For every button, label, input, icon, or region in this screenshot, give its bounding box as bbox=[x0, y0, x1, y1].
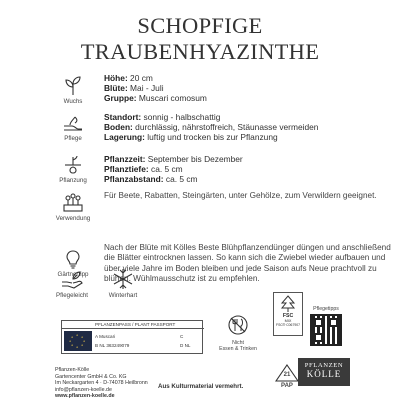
not-edible-icon bbox=[227, 314, 249, 336]
hand-leaf-icon bbox=[60, 268, 84, 290]
company-info bbox=[55, 367, 148, 400]
recycling-number: 21 bbox=[283, 372, 291, 378]
eu-flag-icon: ★ ★ ★ ★ ★ ★ ★ ★ bbox=[64, 331, 92, 351]
growth-label: Wuchs bbox=[63, 98, 83, 105]
qr-label: Pflegetipps bbox=[313, 306, 339, 312]
fsc-tree-icon bbox=[279, 295, 297, 313]
passport-d-label: D NL bbox=[180, 343, 191, 348]
qr-code[interactable] bbox=[310, 314, 342, 346]
product-title-line1: SCHOPFIGE bbox=[137, 13, 263, 38]
care-info: Standort: sonnig - halbschattig Boden: durchlässig, nährstoffreich, Stäunasse vermeiden Lagerung: luftig und trocken bis zur Pflanzung bbox=[104, 112, 319, 143]
watering-can-icon bbox=[62, 113, 84, 133]
passport-a-line: A Muscari bbox=[95, 334, 116, 339]
plant-passport-header: PFLANZENPASS / PLANT PASSPORT bbox=[62, 321, 204, 329]
recycling-label: PAP bbox=[281, 383, 293, 389]
tip-label: Gärtnertipp bbox=[57, 271, 89, 278]
passport-c-label: C bbox=[180, 334, 184, 339]
hardy-badge bbox=[103, 268, 143, 299]
growth-section-icon bbox=[53, 74, 93, 105]
usage-text: Für Beete, Rabatten, Steingärten, unter Gehölze, zum Verwildern geeignet. bbox=[104, 191, 377, 200]
plant-passport bbox=[61, 320, 203, 354]
brand-logo: PFLANZEN KÖLLE bbox=[298, 358, 350, 386]
bulb-planting-icon bbox=[63, 155, 83, 175]
growth-info: Höhe: 20 cm Blüte: Mai - Juli Gruppe: Muscari comosum bbox=[104, 73, 207, 104]
easy-care-label: Pflegeleicht bbox=[56, 292, 88, 299]
not-edible-label: Nicht Essen & Trinken bbox=[219, 340, 257, 352]
usage-label: Verwendung bbox=[55, 215, 91, 222]
company-email: info@pflanzen-koelle.de bbox=[55, 386, 112, 393]
lightbulb-icon bbox=[63, 249, 83, 269]
fsc-mark: FSC MIX FSC® C067907 bbox=[273, 292, 303, 336]
care-section-icon bbox=[53, 113, 93, 142]
planting-info: Pflanzzeit: September bis Dezember Pflanztiefe: ca. 5 cm Pflanzabstand: ca. 5 cm bbox=[104, 154, 243, 185]
snowflake-icon bbox=[112, 268, 134, 290]
company-name: Pflanzen-Kölle bbox=[55, 367, 90, 373]
planting-section-icon bbox=[53, 155, 93, 184]
company-legal: Gartencenter GmbH & Co. KG bbox=[55, 373, 127, 380]
flower-bed-icon bbox=[62, 193, 84, 213]
planting-label: Pflanzung bbox=[59, 177, 87, 184]
plant-growth-icon bbox=[62, 74, 84, 96]
company-address: Im Neckargarten 4 · D-74078 Heilbronn bbox=[55, 380, 148, 387]
tip-text: Nach der Blüte mit Kölles Beste Blühpflanzendünger düngen und anschließend die Blätter eintrocknen lassen. So kann sich die Zwiebel wieder aufbauen und über viele Jahre im Boden bleiben und jede Saison aufs Neue prachtvoll zu blühen. Wühlmausschutz ist zu empfehlen. bbox=[104, 243, 391, 284]
culture-note: Aus Kulturmaterial vermehrt. bbox=[158, 383, 244, 390]
company-website[interactable]: www.pflanzen-koelle.de bbox=[55, 393, 115, 400]
usage-section-icon bbox=[53, 193, 93, 222]
hardy-label: Winterhart bbox=[108, 292, 138, 299]
care-label: Pflege bbox=[64, 135, 82, 142]
easy-care-badge bbox=[52, 268, 92, 299]
product-title-line2: TRAUBENHYAZINTHE bbox=[80, 39, 320, 64]
passport-b-line: B NL 363249079 bbox=[95, 343, 130, 348]
